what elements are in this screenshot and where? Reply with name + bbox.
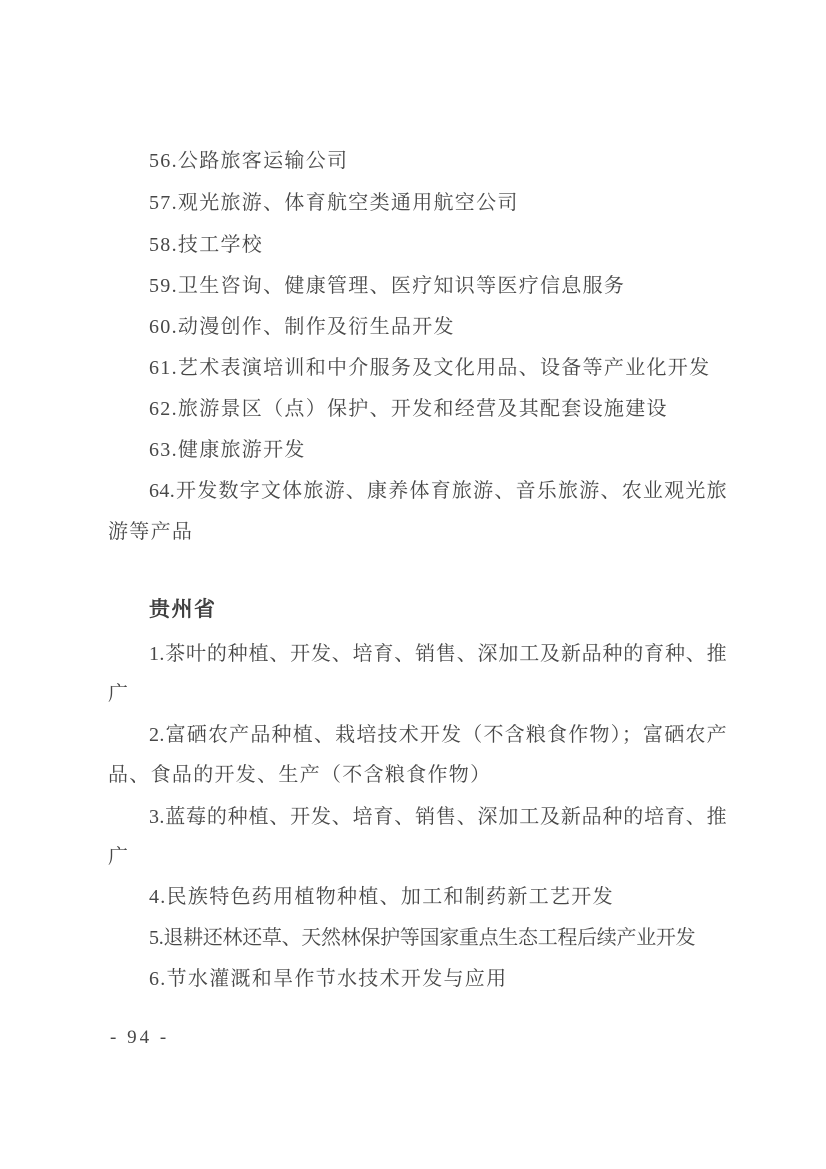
list-item-60: 60.动漫创作、制作及衍生品开发 (149, 316, 455, 338)
guizhou-item-3-line-2: 广 (108, 846, 130, 868)
guizhou-item-5: 5.退耕还林还草、天然林保护等国家重点生态工程后续产业开发 (149, 927, 696, 949)
guizhou-item-2-line-2: 品、食品的开发、生产（不含粮食作物） (108, 764, 492, 786)
list-item-61: 61.艺术表演培训和中介服务及文化用品、设备等产业化开发 (149, 357, 711, 379)
guizhou-item-1-line-2: 广 (108, 683, 130, 705)
page-number: - 94 - (110, 1027, 170, 1048)
guizhou-item-3-line-1: 3.蓝莓的种植、开发、培育、销售、深加工及新品种的培育、推 (149, 806, 727, 828)
section-heading-guizhou: 贵州省 (149, 598, 217, 621)
list-item-63: 63.健康旅游开发 (149, 439, 306, 461)
list-item-62: 62.旅游景区（点）保护、开发和经营及其配套设施建设 (149, 398, 668, 420)
list-item-64-line-1: 64.开发数字文体旅游、康养体育旅游、音乐旅游、农业观光旅 (149, 480, 727, 502)
list-item-58: 58.技工学校 (149, 234, 264, 256)
guizhou-item-4: 4.民族特色药用植物种植、加工和制药新工艺开发 (149, 886, 614, 908)
guizhou-item-6: 6.节水灌溉和旱作节水技术开发与应用 (149, 968, 508, 990)
list-item-59: 59.卫生咨询、健康管理、医疗知识等医疗信息服务 (149, 275, 626, 297)
list-item-64-line-2: 游等产品 (108, 521, 194, 543)
guizhou-item-2-line-1: 2.富硒农产品种植、栽培技术开发（不含粮食作物）；富硒农产 (149, 724, 727, 746)
guizhou-item-1-line-1: 1.茶叶的种植、开发、培育、销售、深加工及新品种的育种、推 (149, 643, 727, 665)
list-item-57: 57.观光旅游、体育航空类通用航空公司 (149, 192, 519, 214)
list-item-56: 56.公路旅客运输公司 (149, 150, 349, 172)
